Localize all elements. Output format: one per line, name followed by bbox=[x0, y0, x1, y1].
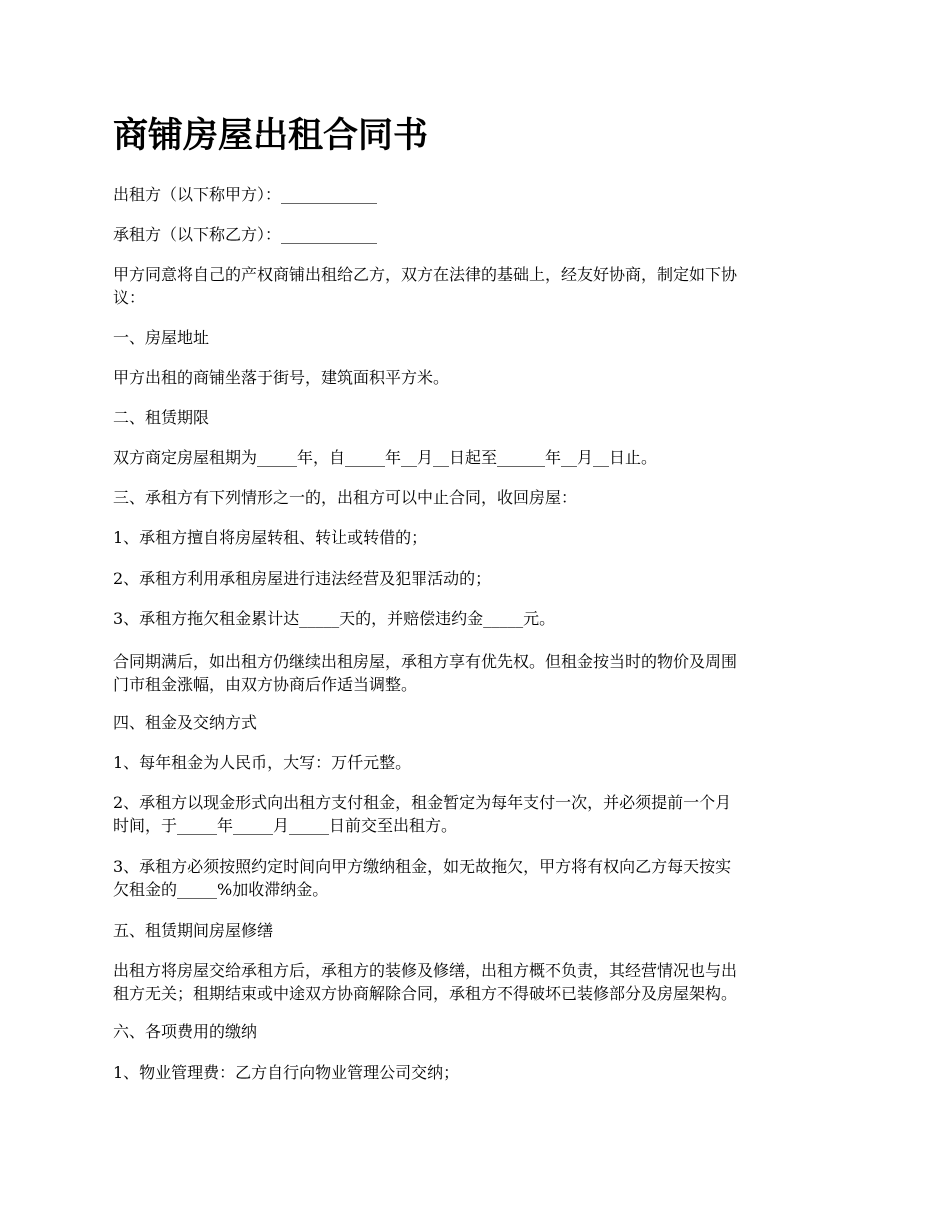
section-4-item-2-line-1: 2、承租方以现金形式向出租方支付租金，租金暂定为每年支付一次，并必须提前一个月 bbox=[113, 793, 732, 812]
section-4-item-3-line-2: 欠租金的_____%加收滞纳金。 bbox=[113, 880, 329, 899]
section-4-item-3-line-1: 3、承租方必须按照约定时间向甲方缴纳租金，如无故拖欠，甲方将有权向乙方每天按实 bbox=[113, 857, 732, 876]
section-4-item-1: 1、每年租金为人民币，大写：万仟元整。 bbox=[113, 753, 412, 772]
section-5-text bbox=[113, 959, 840, 1005]
section-4-heading: 四、租金及交纳方式 bbox=[113, 713, 258, 732]
section-3-renewal-paragraph bbox=[113, 650, 840, 696]
renewal-line-2: 门市租金涨幅，由双方协商后作适当调整。 bbox=[113, 675, 418, 694]
section-3-heading: 三、承租方有下列情形之一的，出租方可以中止合同，收回房屋： bbox=[113, 488, 578, 507]
section-5-heading: 五、租赁期间房屋修缮 bbox=[113, 921, 274, 940]
section-3-item-2: 2、承租方利用承租房屋进行违法经营及犯罪活动的； bbox=[113, 569, 492, 588]
lessee-line: 承租方（以下称乙方）：____________ bbox=[113, 225, 378, 244]
intro-line-2: 议： bbox=[113, 288, 146, 307]
section-4-item-3 bbox=[113, 855, 840, 901]
renewal-line-1: 合同期满后，如出租方仍继续出租房屋，承租方享有优先权。但租金按当时的物价及周围 bbox=[113, 652, 738, 671]
section-5-line-1: 出租方将房屋交给承租方后，承租方的装修及修缮，出租方概不负责，其经营情况也与出 bbox=[113, 961, 738, 980]
intro-line-1: 甲方同意将自己的产权商铺出租给乙方，双方在法律的基础上，经友好协商，制定如下协 bbox=[113, 265, 738, 284]
section-4-item-2-line-2: 时间，于_____年_____月_____日前交至出租方。 bbox=[113, 816, 458, 835]
section-2-heading: 二、租赁期限 bbox=[113, 408, 210, 427]
section-3-item-1: 1、承租方擅自将房屋转租、转让或转借的； bbox=[113, 528, 428, 547]
section-5-line-2: 租方无关；租期结束或中途双方协商解除合同，承租方不得破坏已装修部分及房屋架构。 bbox=[113, 984, 738, 1003]
section-4-item-2 bbox=[113, 791, 840, 837]
intro-paragraph bbox=[113, 263, 840, 309]
section-6-item-1: 1、物业管理费：乙方自行向物业管理公司交纳； bbox=[113, 1063, 460, 1082]
lessor-line: 出租方（以下称甲方）：____________ bbox=[113, 185, 378, 204]
section-3-item-3: 3、承租方拖欠租金累计达_____天的，并赔偿违约金_____元。 bbox=[113, 609, 556, 628]
document-title: 商铺房屋出租合同书 bbox=[113, 115, 429, 156]
section-6-heading: 六、各项费用的缴纳 bbox=[113, 1022, 258, 1041]
section-2-text: 双方商定房屋租期为_____年，自_____年__月__日起至______年__月__日止。 bbox=[113, 448, 658, 467]
section-1-heading: 一、房屋地址 bbox=[113, 328, 210, 347]
section-1-text: 甲方出租的商铺坐落于街号，建筑面积平方米。 bbox=[113, 368, 450, 387]
